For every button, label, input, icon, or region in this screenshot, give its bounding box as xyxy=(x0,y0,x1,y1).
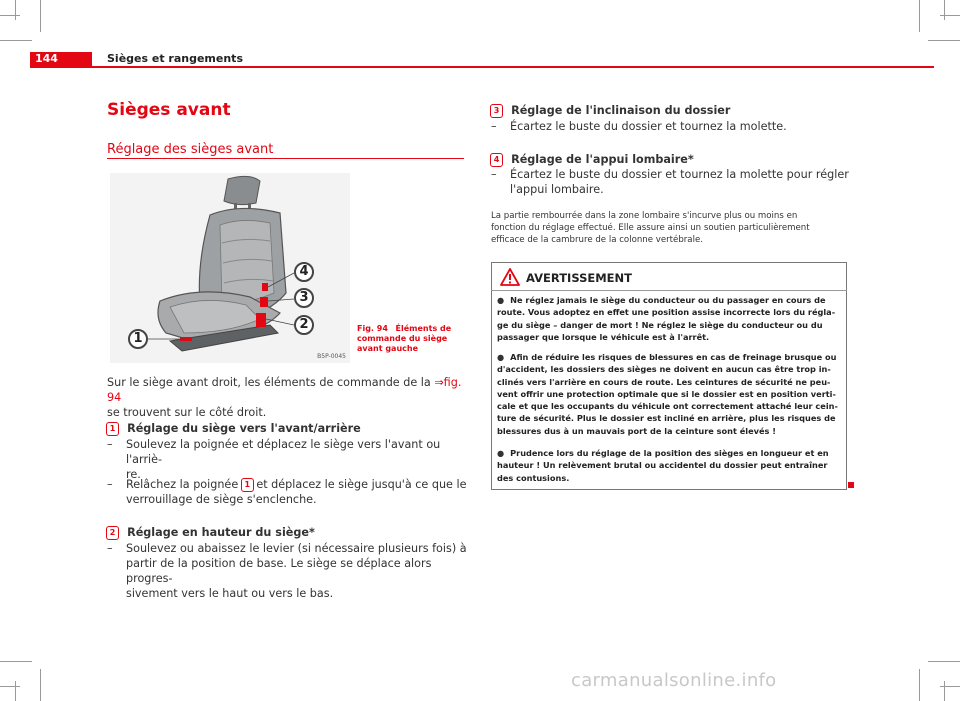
warning-text: Ne réglez jamais le siège du conducteur ou du passager en cours de xyxy=(510,295,826,305)
subsection-title: Réglage des sièges avant xyxy=(107,142,274,157)
crop-mark xyxy=(940,686,960,687)
caption-line: commande du siège xyxy=(357,334,448,343)
list-item-text: l'appui lombaire. xyxy=(510,183,604,196)
step-badge: 3 xyxy=(491,105,502,117)
watermark: carmanualsonline.info xyxy=(571,670,777,691)
callout-3: 3 xyxy=(294,288,314,308)
list-item-text: Écartez le buste du dossier et tournez la molette. xyxy=(510,120,787,133)
warning-text: ge du siège – danger de mort ! Ne réglez le siège du conducteur ou du xyxy=(497,319,823,330)
list-item-text: Soulevez la poignée et déplacez le siège vers l'avant ou l'arriè- xyxy=(126,438,441,466)
warning-paragraph xyxy=(497,447,845,484)
crop-mark xyxy=(15,681,16,701)
figure-caption xyxy=(357,324,457,354)
warning-text: vent offrir une protection optimale que si le dossier est en position verti- xyxy=(497,388,836,399)
dash-marker: – xyxy=(491,120,497,133)
list-item xyxy=(491,119,851,134)
crop-mark xyxy=(40,669,41,701)
step-heading-text: Réglage de l'inclinaison du dossier xyxy=(511,104,731,117)
warning-text: passager que lorsque le véhicule est à l'arrêt. xyxy=(497,331,710,342)
dash-marker: – xyxy=(107,438,113,451)
step-badge: 1 xyxy=(107,423,118,435)
page-number: 144 xyxy=(30,52,92,66)
step-3-heading xyxy=(491,99,730,118)
crop-mark xyxy=(40,0,41,32)
crop-mark xyxy=(928,40,960,41)
figure-code: B5P-0045 xyxy=(317,353,346,360)
crop-mark xyxy=(928,661,960,662)
step-badge: 2 xyxy=(107,527,118,539)
intro-text: Sur le siège avant droit, les éléments de commande de la xyxy=(107,376,435,389)
warning-text: des contusions. xyxy=(497,472,570,483)
warning-text: Afin de réduire les risques de blessures en cas de freinage brusque ou xyxy=(510,352,837,362)
crop-mark xyxy=(0,661,32,662)
warning-paragraph xyxy=(497,351,845,437)
crop-mark xyxy=(919,669,920,701)
list-item xyxy=(491,167,851,197)
warning-text: route. Vous adoptez en effet une position assise incorrecte lors du régla- xyxy=(497,307,836,318)
step-heading-text: Réglage de l'appui lombaire* xyxy=(511,153,694,166)
crop-mark xyxy=(0,686,20,687)
chapter-title: Sièges et rangements xyxy=(107,52,243,65)
bullet-icon: ● xyxy=(497,352,505,362)
header-rule xyxy=(30,66,934,68)
list-item xyxy=(107,541,467,601)
intro-text: se trouvent sur le côté droit. xyxy=(107,406,267,419)
crop-mark xyxy=(940,15,960,16)
warning-triangle-icon xyxy=(500,268,520,286)
callout-2: 2 xyxy=(294,315,314,335)
section-title: Sièges avant xyxy=(107,100,231,120)
warning-divider xyxy=(491,290,847,291)
crop-mark xyxy=(0,15,20,16)
note-line: fonction du réglage effectué. Elle assure ainsi un soutien particulièrement xyxy=(491,223,810,233)
list-item-text: et déplacez le siège jusqu'à ce que le xyxy=(252,478,467,491)
dash-marker: – xyxy=(491,168,497,181)
callout-1: 1 xyxy=(128,329,148,349)
list-item-text: verrouillage de siège s'enclenche. xyxy=(126,493,317,506)
list-item-text: sivement vers le haut ou vers le bas. xyxy=(126,587,334,600)
callout-4: 4 xyxy=(294,262,314,282)
caption-line: Éléments de xyxy=(395,324,452,333)
dash-marker: – xyxy=(107,478,113,491)
list-item xyxy=(107,477,467,507)
caption-line: avant gauche xyxy=(357,344,418,353)
dash-marker: – xyxy=(107,542,113,555)
warning-text: cale et que les occupants du véhicule ont correctement attaché leur cein- xyxy=(497,401,838,412)
list-item-text: Relâchez la poignée xyxy=(126,478,242,491)
warning-text: Prudence lors du réglage de la position des sièges en longueur et en xyxy=(510,448,829,458)
list-item-text: re. xyxy=(126,468,141,481)
step-badge: 4 xyxy=(491,154,502,166)
step-heading-text: Réglage du siège vers l'avant/arrière xyxy=(127,422,361,435)
warning-title: AVERTISSEMENT xyxy=(526,271,633,285)
step-4-heading xyxy=(491,148,694,167)
list-item-text: Soulevez ou abaissez le levier (si nécessaire plusieurs fois) à xyxy=(126,542,467,555)
warning-text: clinés vers l'arrière en cours de route. Les ceintures de sécurité ne peu- xyxy=(497,376,831,387)
bullet-icon: ● xyxy=(497,448,505,458)
step-heading-text: Réglage en hauteur du siège* xyxy=(127,526,315,539)
inline-badge: 1 xyxy=(242,479,253,491)
lumbar-note xyxy=(491,210,851,246)
step-1-heading xyxy=(107,417,361,436)
crop-mark xyxy=(944,681,945,701)
crop-mark xyxy=(15,0,16,20)
list-item-text: Écartez le buste du dossier et tournez la molette pour régler xyxy=(510,168,849,181)
list-item-text: partir de la position de base. Le siège se déplace alors progres- xyxy=(126,557,432,585)
warning-paragraph xyxy=(497,294,845,343)
crop-mark xyxy=(944,0,945,20)
bullet-icon: ● xyxy=(497,295,505,305)
warning-text: hauteur ! Un relèvement brutal ou accidentel du dossier peut entraîner xyxy=(497,460,828,471)
warning-text: blessures dus à un mauvais port de la ceinture sont élevés ! xyxy=(497,425,776,436)
figure-reference-link[interactable]: ⇒fig. 94 xyxy=(107,376,462,404)
note-line: efficace de la cambrure de la colonne vertébrale. xyxy=(491,235,703,245)
crop-mark xyxy=(0,40,32,41)
warning-text: ture de sécurité. Plus le dossier est incliné en arrière, plus les risques de xyxy=(497,413,836,424)
warning-text: d'accident, les dossiers des sièges ne doivent en aucun cas être trop in- xyxy=(497,364,831,375)
subsection-rule xyxy=(107,158,464,159)
note-line: La partie rembourrée dans la zone lombaire s'incurve plus ou moins en xyxy=(491,211,798,221)
seat-figure xyxy=(110,173,350,363)
crop-mark xyxy=(919,0,920,32)
caption-label: Fig. 94 xyxy=(357,324,388,333)
step-2-heading xyxy=(107,521,315,540)
intro-paragraph xyxy=(107,375,467,420)
list-item xyxy=(107,437,467,482)
end-of-section-marker xyxy=(848,482,854,488)
